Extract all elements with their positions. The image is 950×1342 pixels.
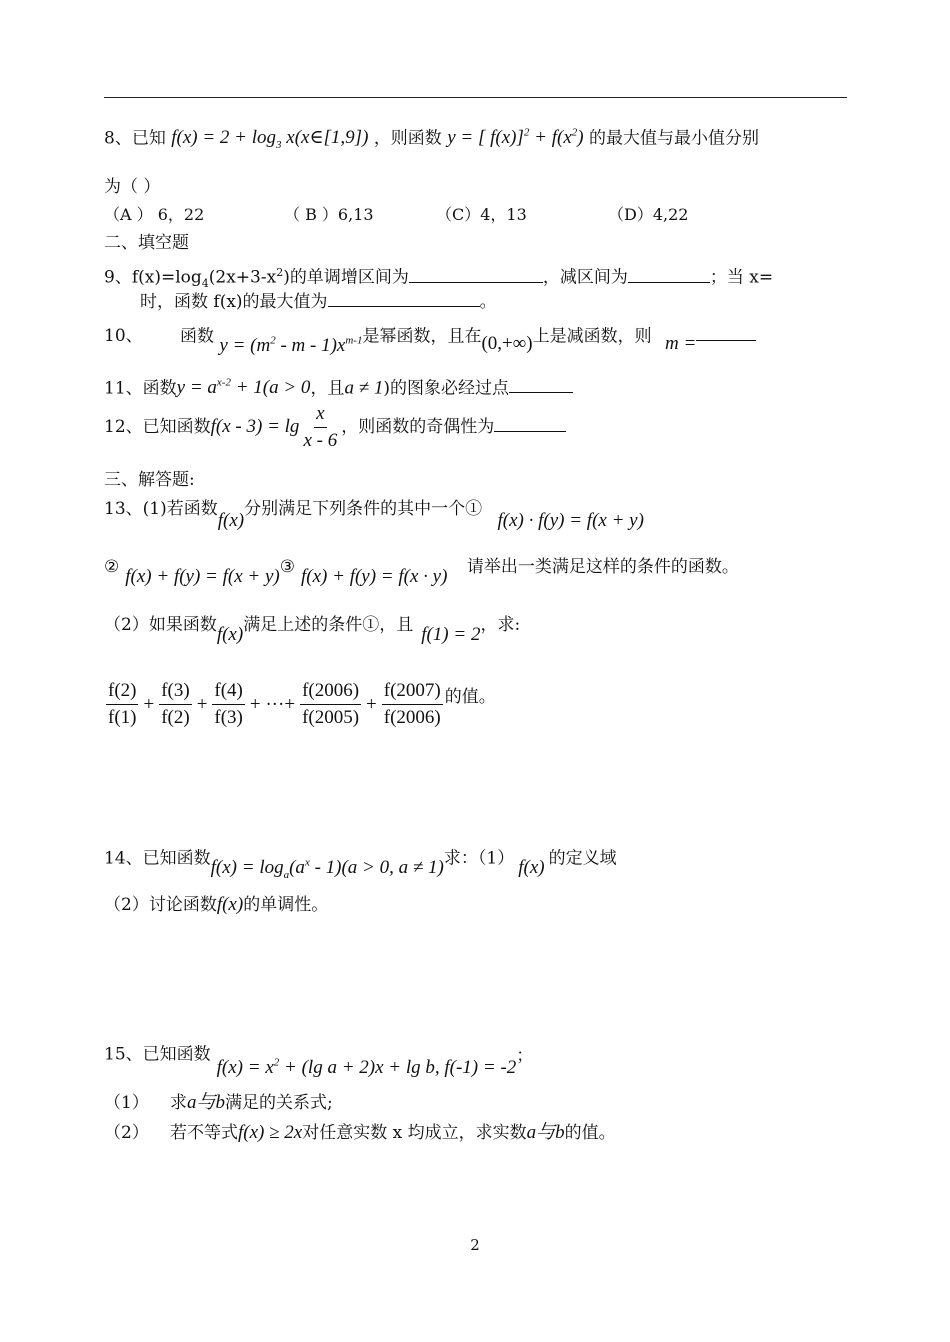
q8-option-b: （ B ）6,13 — [284, 205, 374, 224]
q13-fraction-1: $\frac{f(2)}{f(1)}$ — [108, 680, 137, 728]
q13-conditions: ② f(x) + f(y) = f(x + y)③ f(x) + f(y) = f(x · y) 请举出一类满足这样的条件的函数。 — [104, 557, 739, 587]
question-11: 11、函数$y = a^{x-2} + 1(a > 0$，且a ≠ 1)的图象必经过点 — [104, 372, 573, 399]
q10-interval: (0,+∞) — [481, 333, 533, 355]
q8-option-a: （A ） 6，22 — [104, 205, 205, 224]
q8-option-c: （C）4，13 — [436, 205, 527, 224]
q8-y-def: y = [ $f(x)]^2 + f(x^2)$ — [447, 127, 584, 149]
q9-blank-max[interactable] — [328, 290, 480, 307]
question-12: 12、已知函数f(x - 3) = lg $\frac{x}{x - 6}$ ，则函数的奇偶性为 — [104, 400, 566, 454]
q10-power-function: $y = (m^2 - m - 1)x^{m-1}$ — [219, 335, 363, 357]
section-solutions: 三、解答题: — [104, 470, 195, 490]
q13-sum-expression: $\frac{f(2)}{f(1)}$ + $\frac{f(3)}{f(2)}$ + $\frac{f(4)}{f(3)}$ + ···+ $\frac{f(2006)}{f(2005)}$ + $\frac{f(2007)}{f(2006)}$ 的值。 — [108, 680, 496, 728]
q8-options — [104, 204, 688, 226]
q11-blank[interactable] — [509, 376, 573, 393]
q13-condition-1: f(x) · f(y) = f(x + y) — [497, 510, 644, 531]
q9-line2: 时，函数 f(x)的最大值为 。 — [140, 292, 497, 312]
q13-part2: （2）如果函数f(x)满足上述的条件①，且 f(1) = 2，求: — [104, 615, 521, 645]
q8-option-d: （D）4,22 — [608, 205, 689, 224]
q8-mid: ，则函数 — [373, 128, 442, 149]
section-fill-in: 二、填空题 — [104, 233, 189, 253]
page-number: 2 — [470, 1236, 480, 1254]
q8-suffix: 的最大值与最小值分别 — [589, 128, 759, 149]
q8-prefix: 8、已知 — [104, 128, 166, 149]
q13-condition-2: f(x) + f(y) = f(x + y) — [125, 566, 280, 587]
q13-fraction-4: $\frac{f(2006)}{f(2005)}$ — [302, 680, 360, 728]
q13-condition-3: f(x) + f(y) = f(x · y) — [301, 566, 448, 587]
q13-fraction-3: $\frac{f(4)}{f(3)}$ — [214, 680, 243, 728]
q14-part2: （2）讨论函数f(x)的单调性。 — [104, 894, 329, 915]
q15-part1: （1） 求a与b满足的关系式; — [104, 1092, 333, 1113]
q15-part2: （2） 若不等式f(x) ≥ 2x对任意实数 x 均成立，求实数a与b的值。 — [104, 1122, 616, 1143]
q9-blank-increasing[interactable] — [409, 266, 543, 283]
q8-function-def: $f(x) = 2 + \log_3$ x(x∈[1,9]) — [171, 127, 369, 152]
q13-fraction-5: $\frac{f(2007)}{f(2006)}$ — [383, 680, 441, 728]
q14-function: $f(x) = \log_a(a^x - 1)(a > 0$, a ≠ 1) — [210, 857, 444, 882]
q9-blank-decreasing[interactable] — [628, 266, 710, 283]
q10-blank[interactable] — [696, 324, 756, 341]
q12-fraction: $\frac{x}{x - 6}$ — [303, 403, 338, 451]
q13-fraction-2: $\frac{f(3)}{f(2)}$ — [161, 680, 190, 728]
question-15: 15、已知函数$f(x) = x^2 + (\lg$ a + 2)x + lg b, f(-1) = -2； — [104, 1044, 534, 1079]
q12-function: f(x - 3) = lg — [210, 416, 300, 437]
question-9: 9、$f(x)=\log_4(2x+3-x^2)$的单调增区间为 ，减区间为 ；当 x= — [104, 266, 774, 291]
question-13: 13、(1)若函数f(x)分别满足下列条件的其中一个① f(x) · f(y) = f(x + y) — [104, 499, 644, 531]
q8-line2: 为（ ） — [104, 177, 161, 197]
header-rule — [104, 97, 847, 98]
q12-blank[interactable] — [494, 415, 566, 432]
q15-function: $f(x) = x^2 + (\lg$ a + 2)x + lg b, f(-1) = -2 — [216, 1057, 517, 1079]
q10-m-label: m = — [665, 333, 697, 355]
q11-function: $y = a^{x-2} + 1(a > 0$ — [176, 377, 311, 399]
question-14: 14、已知函数$f(x) = \log_a(a^x - 1)(a > 0$, a ≠ 1)求：（1） f(x) 的定义域 — [104, 848, 617, 882]
question-10: 10、 函数 $y = (m^2 - m - 1)x^{m-1}$是幂函数，且在(0,+∞)上是减函数，则 m = — [104, 320, 756, 347]
question-8 — [104, 122, 759, 156]
